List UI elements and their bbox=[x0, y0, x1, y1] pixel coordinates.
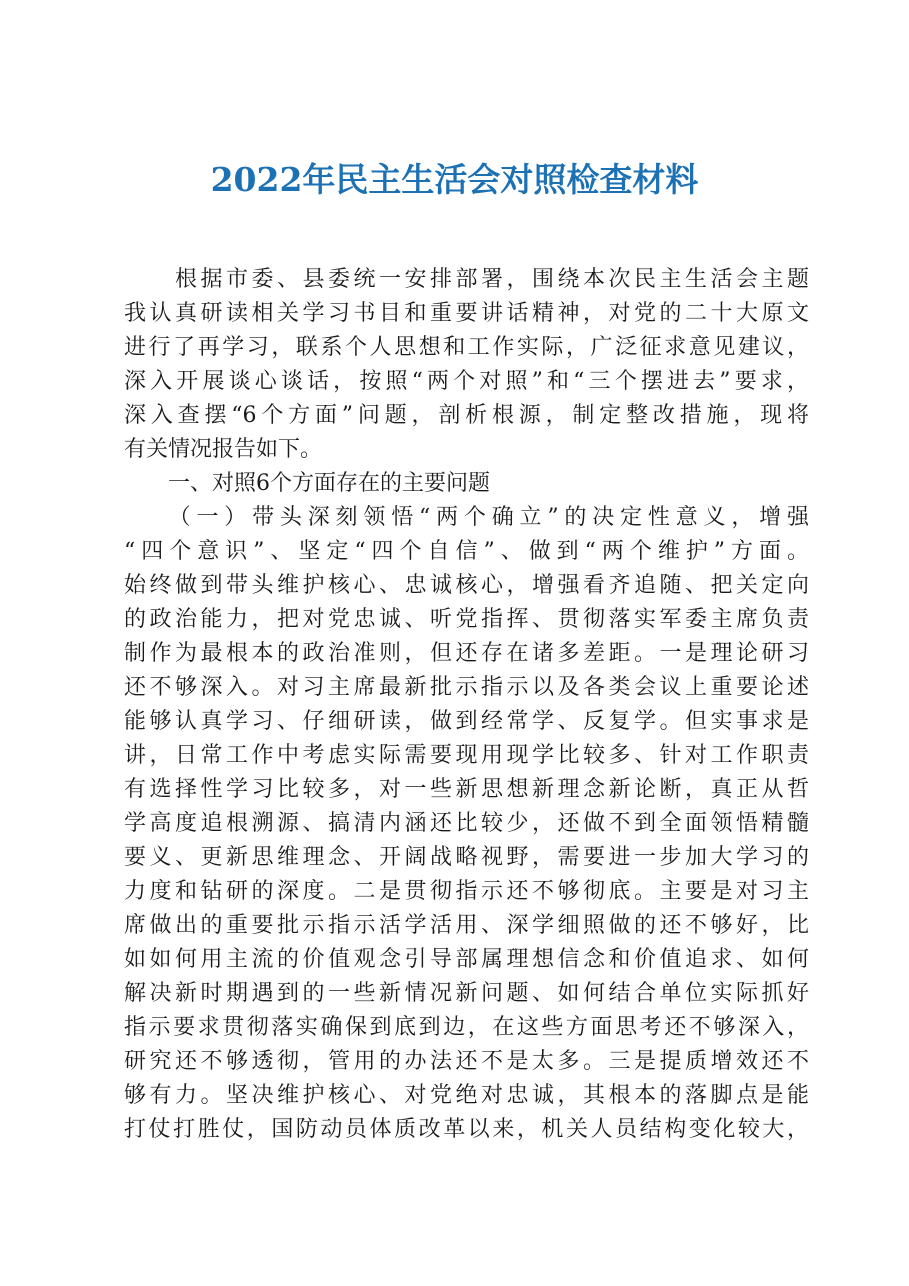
body-line-19: 力度和钻研的深度。二是贯彻指示还不够彻底。主要是对习主 bbox=[124, 879, 809, 904]
body-line-24: 研究还不够透彻，管用的办法还不是太多。三是提质增效还不 bbox=[124, 1049, 809, 1074]
document-body bbox=[124, 263, 809, 1147]
document-title: 2022年民主生活会对照检查材料 bbox=[210, 160, 699, 199]
body-line-6: 有关情况报告如下。 bbox=[124, 437, 323, 462]
body-line-5: 深入查摆“6个方面”问题，剖析根源，制定整改措施，现将 bbox=[124, 403, 809, 428]
body-line-9: “四个意识”、坚定“四个自信”、做到“两个维护”方面。 bbox=[124, 539, 809, 564]
body-line-25: 够有力。坚决维护核心、对党绝对忠诚，其根本的落脚点是能 bbox=[124, 1083, 809, 1108]
body-line-13: 还不够深入。对习主席最新批示指示以及各类会议上重要论述 bbox=[124, 675, 809, 700]
body-line-18: 要义、更新思维理念、开阔战略视野，需要进一步加大学习的 bbox=[124, 845, 809, 870]
body-line-12: 制作为最根本的政治准则，但还存在诸多差距。一是理论研习 bbox=[124, 641, 809, 666]
body-line-15: 讲，日常工作中考虑实际需要现用现学比较多、针对工作职责 bbox=[124, 743, 809, 768]
body-line-20: 席做出的重要批示指示活学活用、深学细照做的还不够好，比 bbox=[124, 913, 809, 938]
section-heading: 一、对照6个方面存在的主要问题 bbox=[124, 471, 490, 496]
body-line-22: 解决新时期遇到的一些新情况新问题、如何结合单位实际抓好 bbox=[124, 981, 809, 1006]
body-line-1: 根据市委、县委统一安排部署，围绕本次民主生活会主题 bbox=[124, 267, 809, 292]
body-line-10: 始终做到带头维护核心、忠诚核心，增强看齐追随、把关定向 bbox=[124, 573, 809, 598]
body-line-23: 指示要求贯彻落实确保到底到边，在这些方面思考还不够深入， bbox=[124, 1015, 809, 1040]
body-line-21: 如如何用主流的价值观念引导部属理想信念和价值追求、如何 bbox=[124, 947, 809, 972]
body-line-8: （一）带头深刻领悟“两个确立”的决定性意义，增强 bbox=[124, 505, 809, 530]
body-line-2: 我认真研读相关学习书目和重要讲话精神，对党的二十大原文 bbox=[124, 301, 809, 326]
body-line-4: 深入开展谈心谈话，按照“两个对照”和“三个摆进去”要求， bbox=[124, 369, 809, 394]
body-line-3: 进行了再学习，联系个人思想和工作实际，广泛征求意见建议， bbox=[124, 335, 809, 360]
body-line-14: 能够认真学习、仔细研读，做到经常学、反复学。但实事求是 bbox=[124, 709, 809, 734]
body-line-26: 打仗打胜仗，国防动员体质改革以来，机关人员结构变化较大， bbox=[124, 1117, 809, 1142]
body-line-16: 有选择性学习比较多，对一些新思想新理念新论断，真正从哲 bbox=[124, 777, 809, 802]
body-line-11: 的政治能力，把对党忠诚、听党指挥、贯彻落实军委主席负责 bbox=[124, 607, 809, 632]
body-line-17: 学高度追根溯源、搞清内涵还比较少，还做不到全面领悟精髓 bbox=[124, 811, 809, 836]
